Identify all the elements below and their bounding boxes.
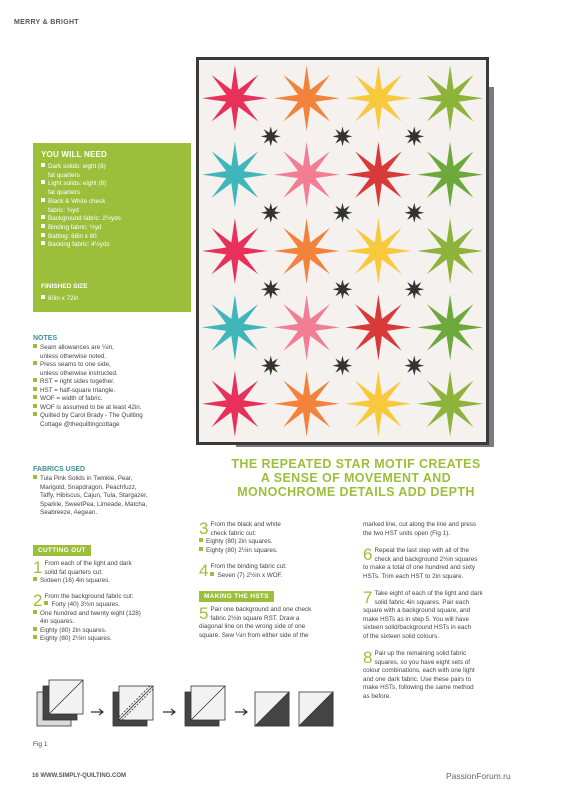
- cutting-out-title: CUTTING OUT: [33, 545, 91, 556]
- page-footer: 16 WWW.SIMPLY-QUILTING.COM: [32, 773, 127, 779]
- step-3: 3 From the black and white check fabric cut: Eighty (80) 2in squares. Eighty (80) 2½in squares.: [199, 521, 355, 555]
- notes-list: [33, 344, 193, 429]
- fabrics-used-title: FABRICS USED: [33, 466, 86, 473]
- list-item: Binding fabric: ½yd: [41, 224, 189, 233]
- list-item: Eighty (80) 2in squares.: [199, 538, 355, 547]
- step-7: 7 Take eight of each of the light and dark solid fabric 4in squares. Pair each square with a background square, and make HSTs as in step 5. You will have sixteen solid/background HSTs in each of the sixteen solid colours.: [363, 588, 483, 640]
- quilt-check-star: [333, 126, 353, 146]
- fig-1-hst-diagram: [29, 678, 369, 748]
- making-hsts-title: MAKING THE HSTS: [199, 591, 274, 602]
- list-item: Light solids: eight (8): [41, 180, 189, 189]
- list-item: HST = half-square triangle.: [33, 387, 193, 396]
- watermark: PassionForum.ru: [446, 771, 511, 781]
- list-item: Batting: 68in x 80: [41, 233, 189, 242]
- list-item: Background fabric: 2½yds: [41, 215, 189, 224]
- pull-quote-headline: THE REPEATED STAR MOTIF CREATES A SENSE OF MOVEMENT AND MONOCHROME DETAILS ADD DEPTH: [231, 457, 481, 499]
- step-2: 2 From the background fabric cut: Forty (40) 3½in squares. One hundred and twenty eight (128) 4in squares. Eighty (80) 2in squares. Eighty (80) 2½in squares.: [33, 593, 197, 644]
- step-8: 8 Pair up the remaining solid fabric squares, so you have eight sets of colour combinations, each with one light and one dark fabric. Use these pairs to make HSTs, following the same method as before.: [363, 648, 475, 700]
- you-will-need-box: [33, 143, 191, 312]
- fig-1-label: Fig 1: [33, 741, 48, 748]
- step-5: 5 Pair one background and one check fabric 2½in square RST. Draw a diagonal line on the wrong side of one square. Sew ¼in from either side of the: [199, 604, 312, 639]
- list-item: Sixteen (16) 4in squares.: [33, 577, 197, 586]
- cutting-out-section: [33, 539, 197, 644]
- list-item: Black & White check: [41, 198, 189, 207]
- list-item: Tula Pink Solids in Twinkle, Pear,: [33, 475, 195, 484]
- you-will-need-title: YOU WILL NEED: [41, 150, 108, 159]
- you-will-need-list: [41, 163, 189, 250]
- list-item: Dark solids: eight (8): [41, 163, 189, 172]
- list-item: Press seams to one side,: [33, 361, 193, 370]
- list-item: Eighty (80) 2½in squares.: [199, 547, 355, 556]
- list-item: unless otherwise instructed.: [40, 369, 118, 377]
- list-item: Sparkle, SweetPea, Limeade, Matcha,: [40, 500, 148, 508]
- list-item: Marigold, Snapdragon, Peachfuzz,: [40, 483, 137, 491]
- column-2: [199, 521, 355, 640]
- list-item: fabric: ¾yd: [48, 206, 79, 214]
- quilt-photo: [196, 57, 489, 445]
- list-item: Seabreeze, Aegean.: [40, 509, 98, 516]
- quilt-check-star: [333, 203, 353, 223]
- list-item: Taffy, Hibiscus, Cajun, Tula, Stargazer,: [40, 492, 148, 499]
- list-item: unless otherwise noted.: [40, 352, 107, 360]
- list-item: Backing fabric: 4½yds: [41, 241, 189, 250]
- fabrics-list: [33, 475, 195, 518]
- list-item: WOF is assumed to be at least 42in.: [33, 404, 193, 413]
- notes-section: [33, 335, 193, 429]
- column-3: [363, 521, 533, 701]
- notes-title: NOTES: [33, 335, 58, 342]
- list-item: Eighty (80) 2in squares.: [33, 627, 197, 636]
- list-item: Cottage @thequiltingcottage: [40, 420, 120, 428]
- magazine-section-title: MERRY & BRIGHT: [14, 19, 79, 26]
- fabrics-used-section: [33, 466, 195, 518]
- quilt-check-star: [333, 356, 353, 376]
- list-item: Seven (7) 2½in x WOF.: [199, 572, 355, 581]
- finished-size-value: 60in x 72in: [41, 295, 78, 302]
- quilt-check-star: [333, 279, 353, 299]
- finished-size-title: FINISHED SIZE: [41, 283, 88, 290]
- step-5-continued: marked line, cut along the line and press the two HST units open (Fig 1).: [363, 521, 477, 537]
- list-item: WOF = width of fabric.: [33, 395, 193, 404]
- step-4: 4 From the binding fabric cut: Seven (7) 2½in x WOF.: [199, 563, 355, 580]
- list-item: Quilted by Carol Brady - The Quilting: [33, 412, 193, 421]
- list-item: fat quarters: [48, 189, 80, 197]
- list-item: fat quarters: [48, 171, 80, 179]
- list-item: 4in squares.: [40, 618, 75, 625]
- list-item: Eighty (80) 2½in squares.: [33, 635, 197, 644]
- list-item: Seam allowances are ¼in,: [33, 344, 193, 353]
- list-item: Forty (40) 3½in squares.: [33, 601, 197, 610]
- list-item: RST = right sides together.: [33, 378, 193, 387]
- step-1: 1 From each of the light and dark solid fat quarters cut: Sixteen (16) 4in squares.: [33, 560, 197, 586]
- list-item: One hundred and twenty eight (128): [33, 610, 197, 619]
- step-6: 6 Repeat the last step with all of the check and background 2½in squares to make a total of one hundred and sixty HSTs. Trim each HST to 2in square.: [363, 545, 478, 580]
